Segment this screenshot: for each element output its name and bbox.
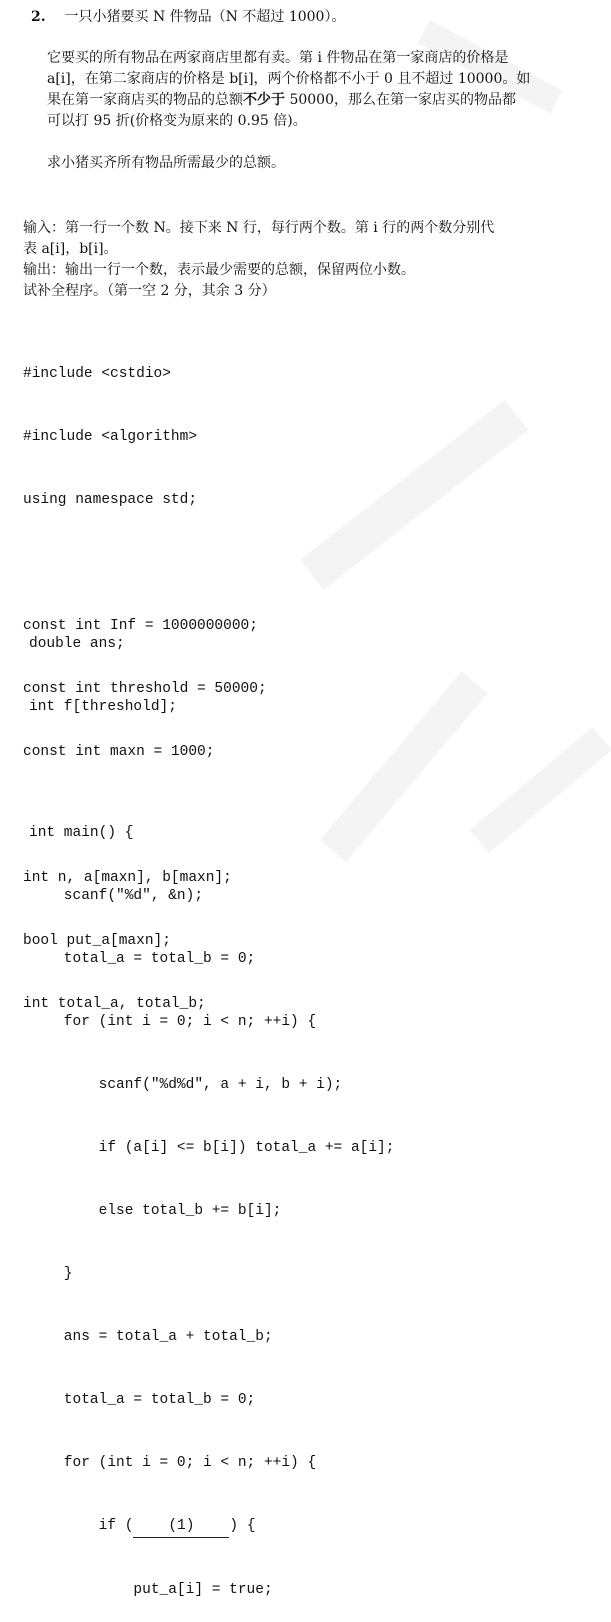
description-line: 它要买的所有物品在两家商店里都有卖。第 i 件物品在第一家商店的价格是 [47,50,509,66]
code-line: scanf("%d%d", a + i, b + i); [29,1077,343,1093]
code-line: scanf("%d", &n); [29,888,204,904]
input-spec-line: 表 a[i]，b[i]。 [23,241,118,257]
code-line: const int Inf = 1000000000; [23,618,258,634]
description-line: a[i]，在第二家商店的价格是 b[i]，两个价格都不小于 0 且不超过 10000。如 [47,71,531,87]
description-line: 可以打 95 折(价格变为原来的 0.95 倍)。 [47,113,307,129]
code-line: if (a[i] <= b[i]) total_a += a[i]; [29,1140,395,1156]
code-line: int f[threshold]; [29,699,177,715]
code-line: } [29,1266,73,1282]
code-line: using namespace std; [23,492,198,508]
emphasis-text: 不少于 [243,92,285,108]
io-spec [23,218,494,302]
problem-description [47,48,530,132]
code-line: #include <cstdio> [23,366,171,382]
code-block-main [29,592,394,1622]
code-line: const int maxn = 1000; [23,744,215,760]
code-line: const int threshold = 50000; [23,681,267,697]
question-number: 2. [31,9,46,25]
watermark-stroke [470,727,611,853]
code-line: int total_a, total_b; [23,996,206,1012]
instruction-line: 试补全程序。（第一空 2 分，其余 3 分） [23,283,276,299]
question-title: 一只小猪要买 N 件物品（N 不超过 1000）。 [64,9,346,25]
code-line: total_a = total_b = 0; [29,951,256,967]
code-line: for (int i = 0; i < n; ++i) { [29,1455,317,1471]
watermark-stroke [300,400,528,590]
code-line: put_a[i] = true; [29,1582,273,1598]
code-line: int n, a[maxn], b[maxn]; [23,870,232,886]
code-line: int main() { [29,825,134,841]
code-line [23,553,267,574]
code-line: for (int i = 0; i < n; ++i) { [29,1014,317,1030]
output-spec-line: 输出：输出一行一个数，表示最少需要的总额，保留两位小数。 [23,262,415,278]
code-line: double ans; [29,636,125,652]
code-line-with-blank: if ( (1) ) { [29,1516,394,1538]
code-line [29,760,394,781]
input-spec-line: 输入：第一行一个数 N。接下来 N 行，每行两个数。第 i 行的两个数分别代 [23,220,495,236]
code-line: #include <algorithm> [23,429,198,445]
code-line: total_a = total_b = 0; [29,1392,256,1408]
code-line: bool put_a[maxn]; [23,933,171,949]
code-line: else total_b += b[i]; [29,1203,282,1219]
description-line: 果在第一家商店买的物品的总额不少于 50000，那么在第一家店买的物品都 [47,92,516,108]
question-header [31,7,345,28]
problem-goal: 求小猪买齐所有物品所需最少的总额。 [47,155,285,171]
fill-in-blank-1[interactable]: (1) [133,1516,229,1538]
code-line: ans = total_a + total_b; [29,1329,273,1345]
